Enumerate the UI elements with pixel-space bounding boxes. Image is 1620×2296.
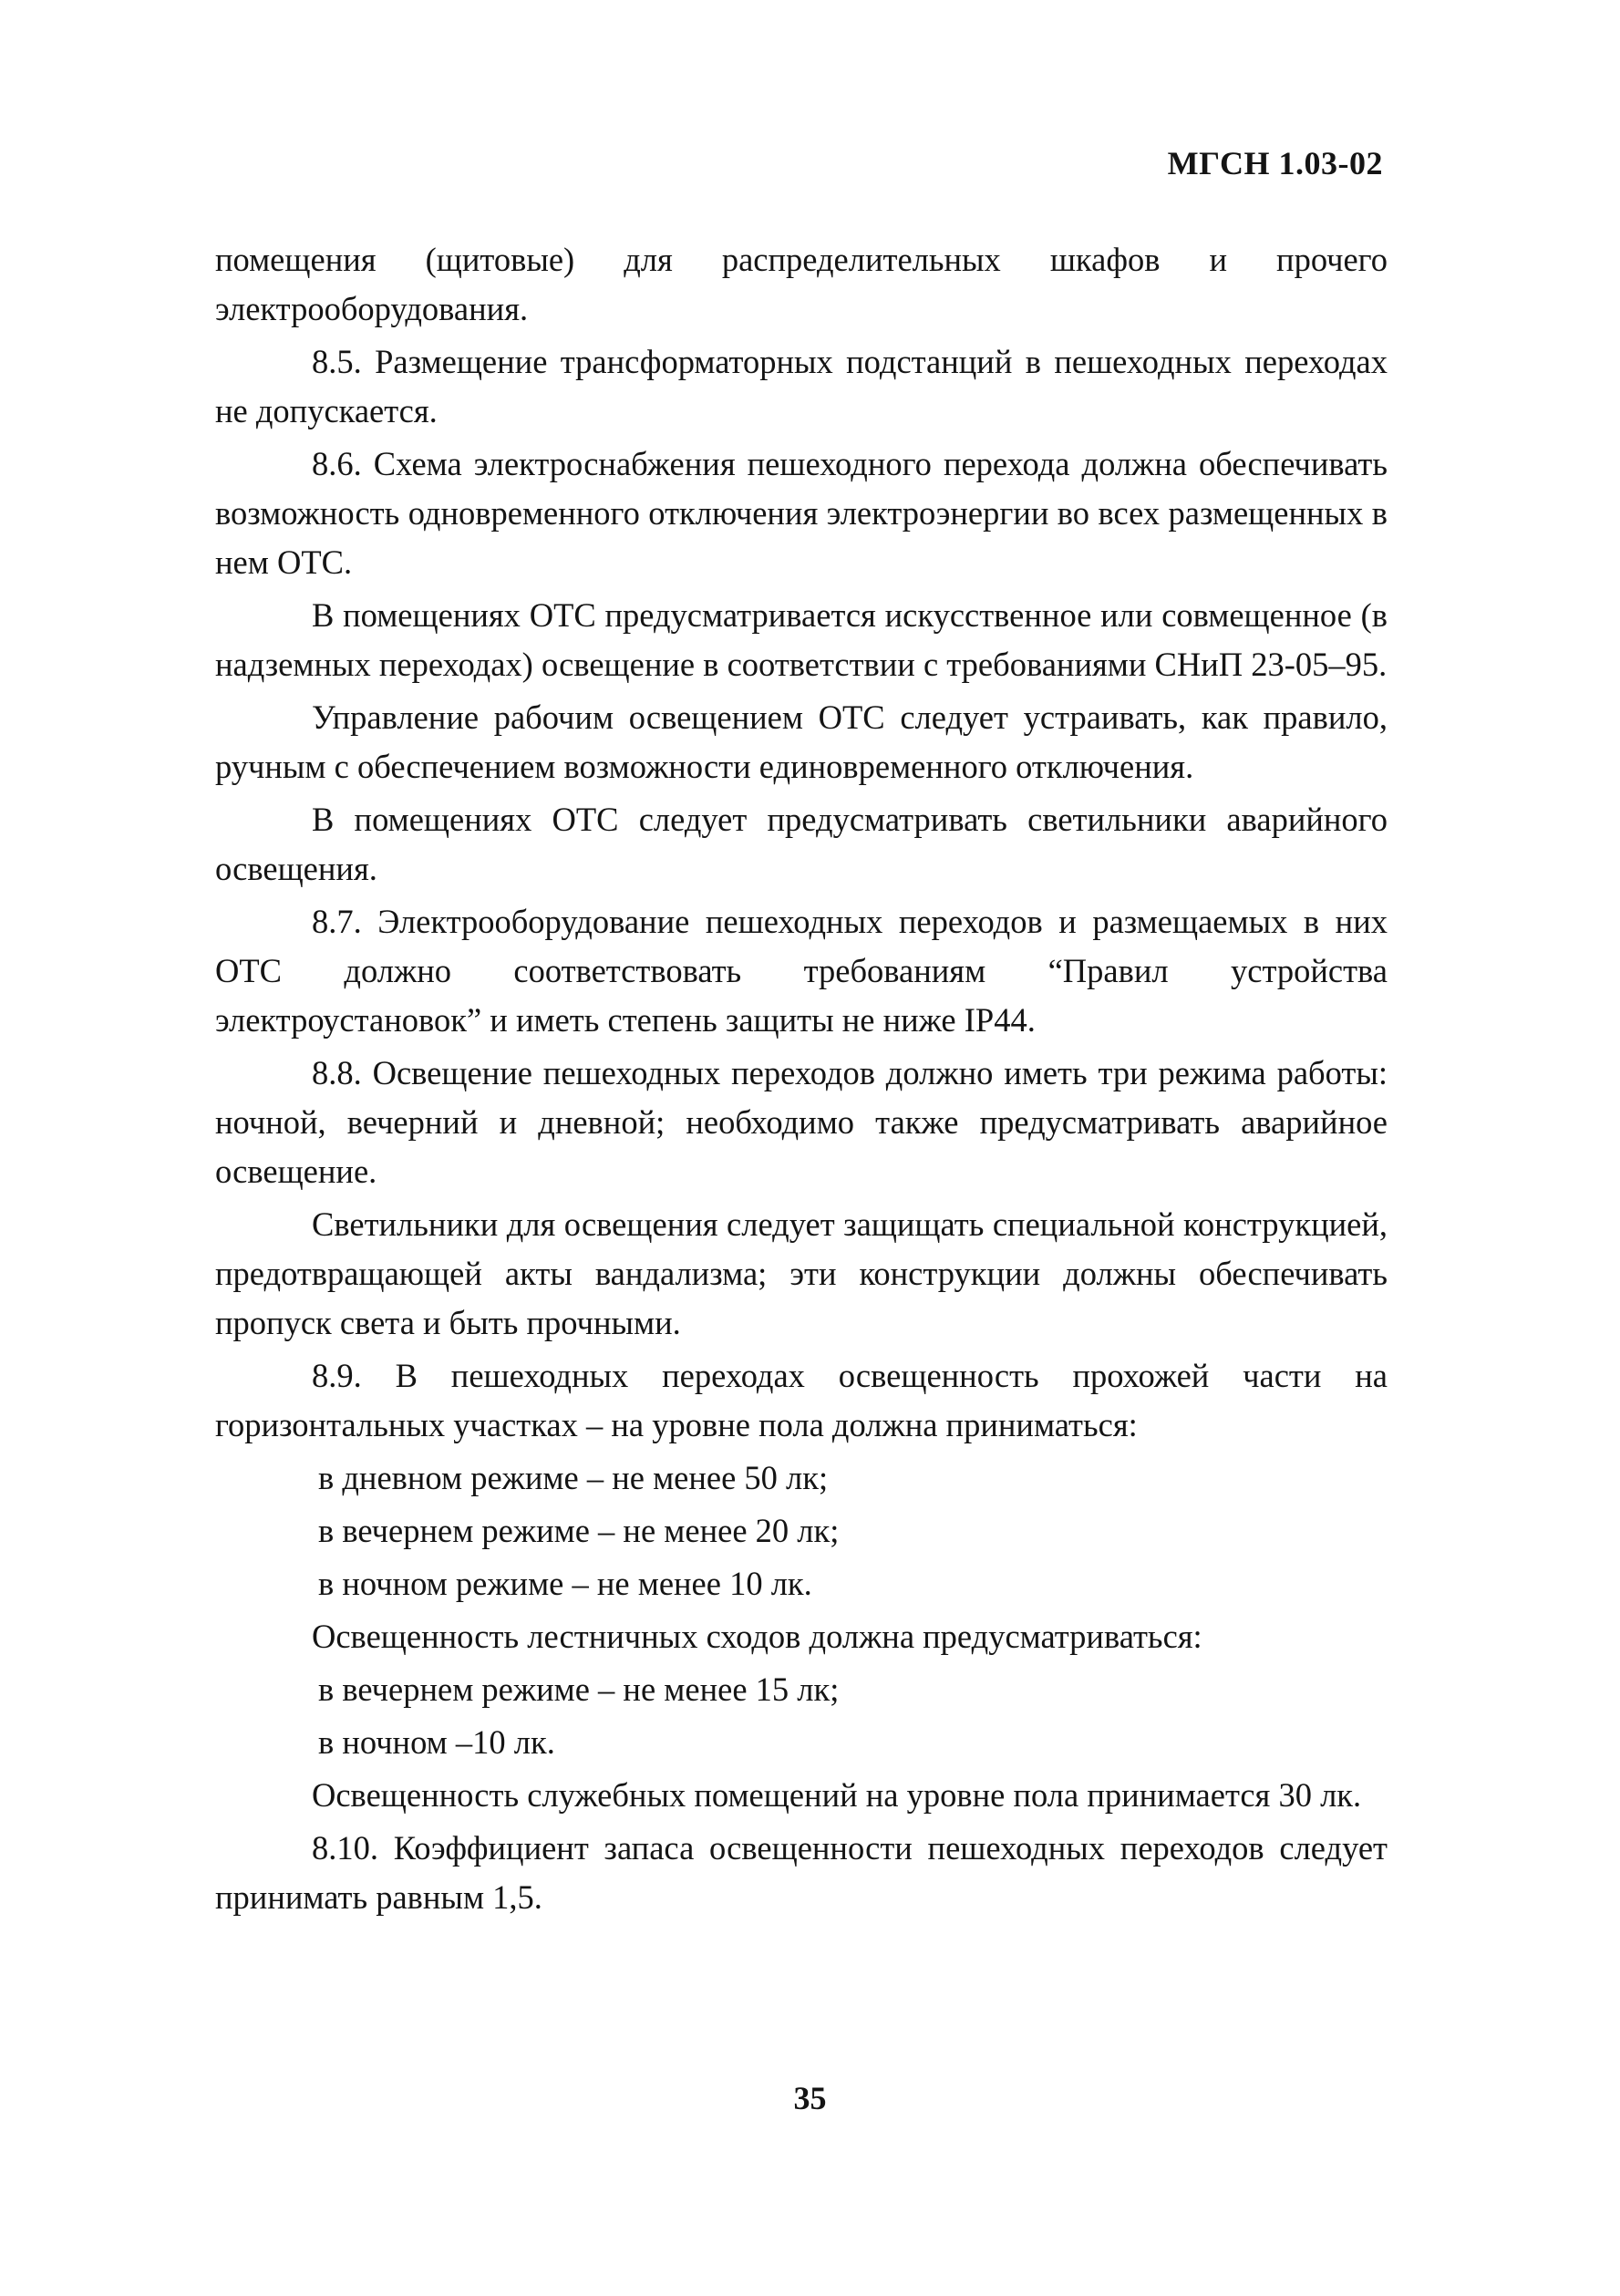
paragraph-fixture-protection: Светильники для освещения следует защищать специальной конструкцией, предотвращающей акты вандализма; эти конструкции должны обеспечивать пропуск света и быть прочными. [215,1205,1388,1341]
paragraph-emergency-fixtures: В помещениях ОТС следует предусматривать светильники аварийного освещения. [215,801,1388,887]
paragraph-8-10: 8.10. Коэффициент запаса освещенности пешеходных переходов следует принимать равным 1,5. [215,1829,1388,1916]
paragraph-lighting-type: В помещениях ОТС предусматривается искусственное или совмещенное (в надземных переходах) освещение в соответствии с требованиями СНиП 23-05–95. [215,596,1388,683]
document-body [215,235,1388,1922]
paragraph-8-9: 8.9. В пешеходных переходах освещенность прохожей части на горизонтальных участках – на уровне пола должна приниматься: [215,1357,1388,1443]
paragraph-8-7: 8.7. Электрооборудование пешеходных переходов и размещаемых в них ОТС должно соответствовать требованиям “Правил устройства электроустановок” и иметь степень защиты не ниже IP44. [215,903,1388,1039]
list-item-evening-mode: в вечернем режиме – не менее 20 лк; [318,1512,840,1549]
list-item-stair-evening: в вечернем режиме – не менее 15 лк; [318,1670,840,1708]
list-item-night-mode: в ночном режиме – не менее 10 лк. [318,1565,812,1602]
paragraph-lighting-control: Управление рабочим освещением ОТС следует устраивать, как правило, ручным с обеспечением возможности единовременного отключения. [215,698,1388,785]
paragraph-8-5: 8.5. Размещение трансформаторных подстанций в пешеходных переходах не допускается. [215,343,1388,429]
paragraph-8-6: 8.6. Схема электроснабжения пешеходного перехода должна обеспечивать возможность одновременного отключения электроэнергии во всех размещенных в нем ОТС. [215,445,1388,581]
page-number: 35 [793,2080,827,2116]
list-item-stair-night: в ночном –10 лк. [318,1723,555,1761]
paragraph-stair-lighting: Освещенность лестничных сходов должна предусматриваться: [312,1618,1202,1655]
document-code-header: МГСН 1.03-02 [1167,145,1383,181]
list-item-day-mode: в дневном режиме – не менее 50 лк; [318,1459,829,1496]
paragraph-service-rooms: Освещенность служебных помещений на уровне пола принимается 30 лк. [312,1776,1362,1814]
paragraph-continuation: помещения (щитовые) для распределительных шкафов и прочего электрооборудования. [215,241,1388,327]
paragraph-8-8: 8.8. Освещение пешеходных переходов должно иметь три режима работы: ночной, вечерний и дневной; необходимо также предусматривать аварийное освещение. [215,1054,1388,1190]
